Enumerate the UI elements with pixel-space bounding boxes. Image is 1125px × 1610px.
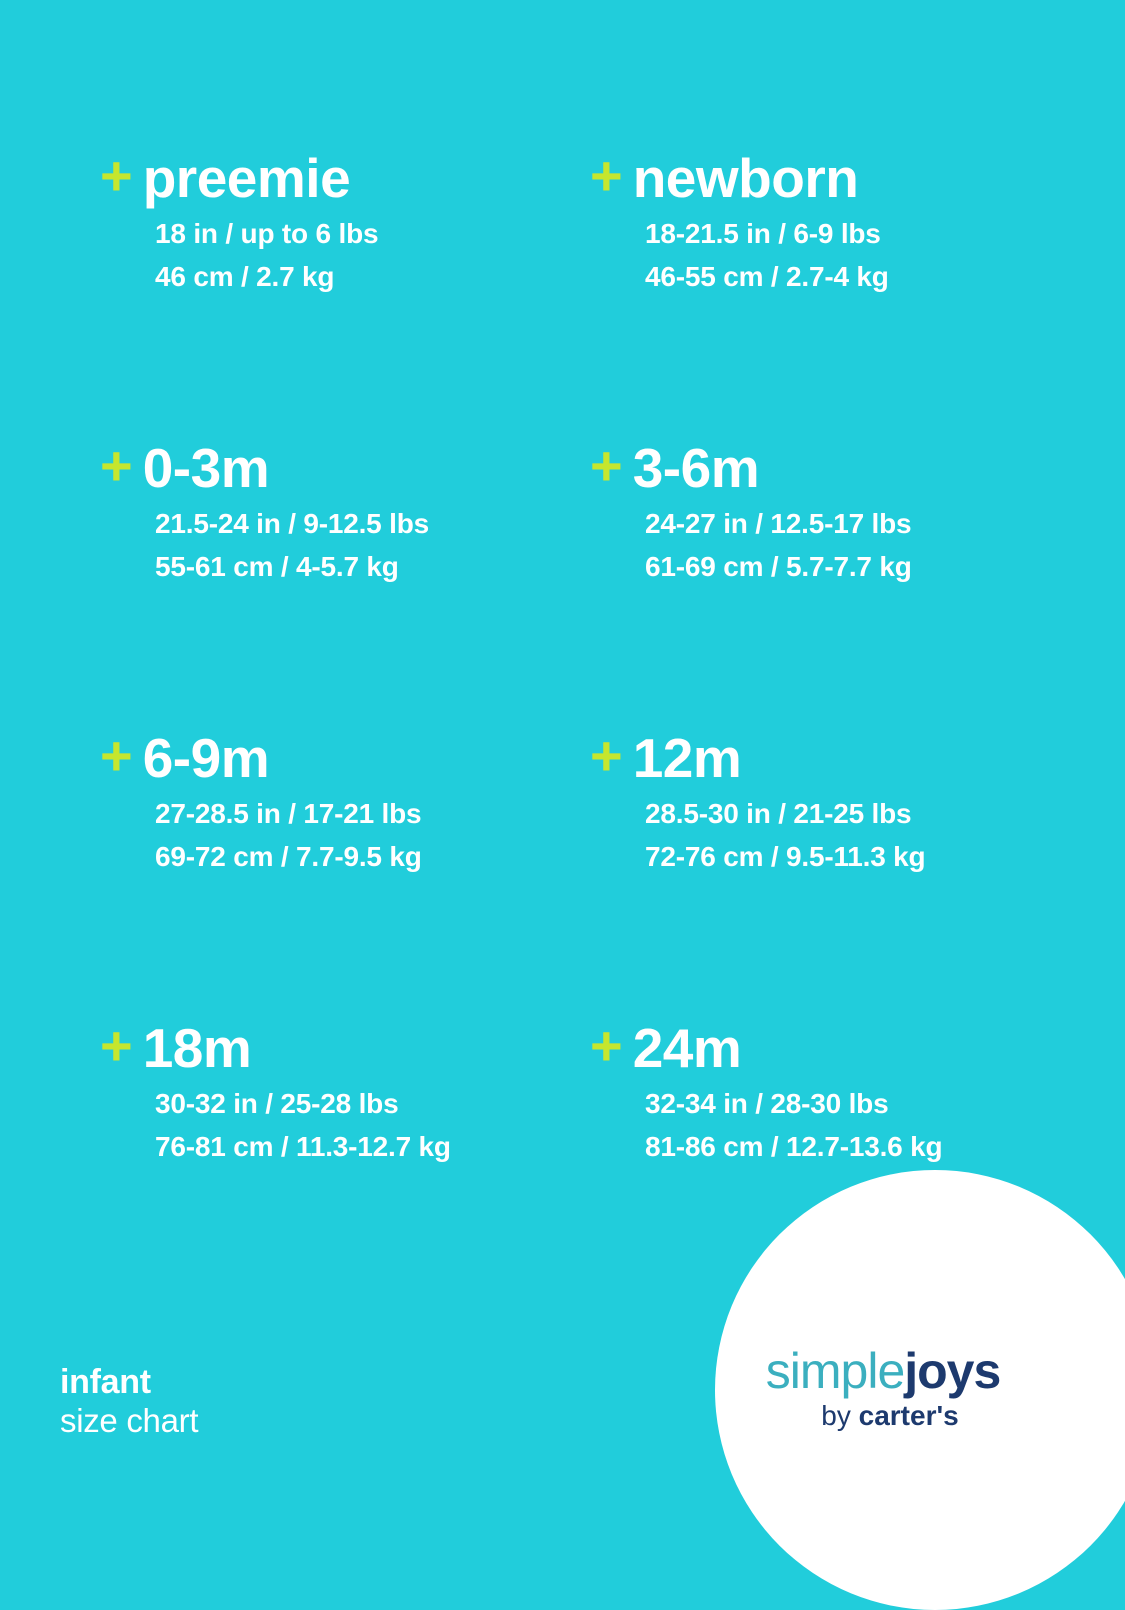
size-block-0-3m xyxy=(100,434,590,730)
logo-word-simple: simple xyxy=(765,1343,905,1399)
logo-word-joys: joys xyxy=(904,1343,1001,1399)
size-heading xyxy=(100,144,590,209)
size-metric: 46 cm / 2.7 kg xyxy=(155,261,335,293)
size-grid xyxy=(100,144,1060,1310)
size-imperial: 27-28.5 in / 17-21 lbs xyxy=(155,798,422,829)
plus-icon: + xyxy=(100,1014,133,1077)
size-heading xyxy=(100,724,590,789)
size-imperial: 18 in / up to 6 lbs xyxy=(155,218,379,249)
size-heading xyxy=(100,434,590,499)
size-heading xyxy=(590,724,1060,789)
size-block-newborn xyxy=(590,144,1060,440)
size-imperial: 32-34 in / 28-30 lbs xyxy=(645,1088,889,1119)
size-metric: 46-55 cm / 2.7-4 kg xyxy=(645,261,889,293)
size-imperial: 24-27 in / 12.5-17 lbs xyxy=(645,508,912,539)
size-heading xyxy=(590,1014,1060,1079)
size-imperial: 18-21.5 in / 6-9 lbs xyxy=(645,218,881,249)
plus-icon: + xyxy=(590,724,623,787)
size-metric: 55-61 cm / 4-5.7 kg xyxy=(155,551,399,583)
size-imperial: 28.5-30 in / 21-25 lbs xyxy=(645,798,912,829)
size-metric: 72-76 cm / 9.5-11.3 kg xyxy=(645,841,926,873)
brand-logo xyxy=(725,1343,1055,1431)
size-label: 24m xyxy=(632,1016,742,1079)
size-heading xyxy=(100,1014,590,1079)
size-label: 0-3m xyxy=(142,436,270,499)
size-block-12m xyxy=(590,724,1060,1020)
size-label: 6-9m xyxy=(142,726,270,789)
plus-icon: + xyxy=(100,144,133,207)
size-block-6-9m xyxy=(100,724,590,1020)
size-heading xyxy=(590,144,1060,209)
size-block-preemie xyxy=(100,144,590,440)
plus-icon: + xyxy=(590,1014,623,1077)
size-label: preemie xyxy=(142,146,351,209)
logo-by-label: by xyxy=(821,1400,859,1431)
footer-title-line2: size chart xyxy=(60,1402,199,1440)
size-metric: 81-86 cm / 12.7-13.6 kg xyxy=(645,1131,943,1163)
size-block-3-6m xyxy=(590,434,1060,730)
plus-icon: + xyxy=(590,144,623,207)
logo-subtext xyxy=(725,1402,1055,1430)
size-metric: 76-81 cm / 11.3-12.7 kg xyxy=(155,1131,451,1163)
size-metric: 61-69 cm / 5.7-7.7 kg xyxy=(645,551,912,583)
plus-icon: + xyxy=(590,434,623,497)
footer-title-line1: infant xyxy=(60,1362,151,1401)
size-heading xyxy=(590,434,1060,499)
logo-wordmark xyxy=(725,1343,1055,1399)
plus-icon: + xyxy=(100,724,133,787)
size-block-18m xyxy=(100,1014,590,1310)
footer-title xyxy=(60,1363,198,1440)
size-label: newborn xyxy=(632,146,859,209)
size-label: 18m xyxy=(142,1016,252,1079)
size-imperial: 30-32 in / 25-28 lbs xyxy=(155,1088,399,1119)
size-label: 12m xyxy=(632,726,742,789)
logo-brand-name: carter's xyxy=(858,1400,959,1431)
plus-icon: + xyxy=(100,434,133,497)
size-label: 3-6m xyxy=(632,436,760,499)
size-imperial: 21.5-24 in / 9-12.5 lbs xyxy=(155,508,429,539)
size-metric: 69-72 cm / 7.7-9.5 kg xyxy=(155,841,422,873)
